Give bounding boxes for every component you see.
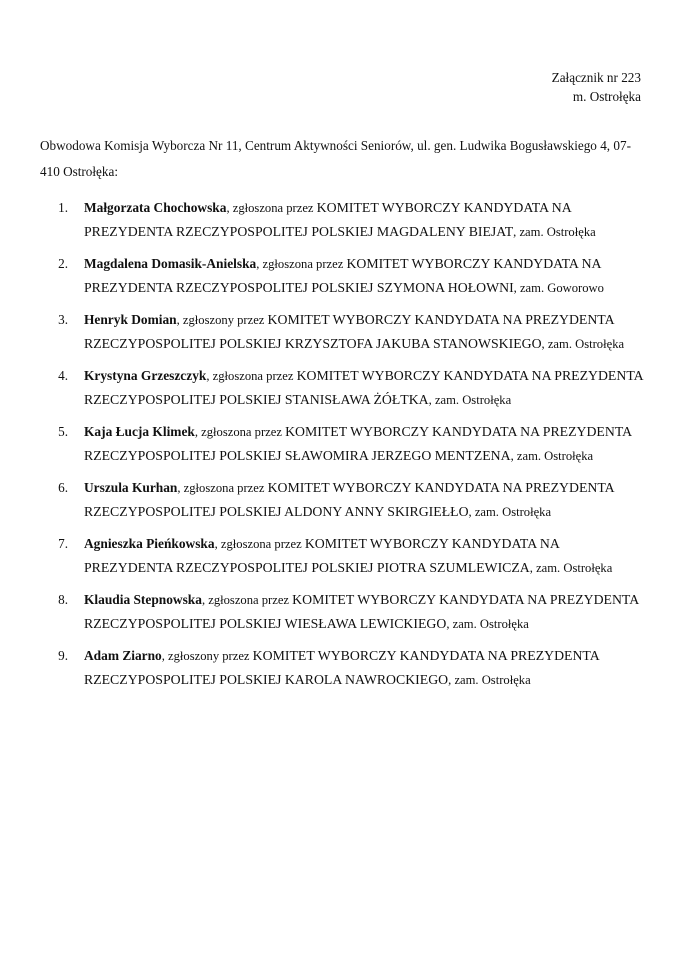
list-item xyxy=(40,196,646,244)
list-item-body xyxy=(84,588,646,636)
candidate-name: Magdalena Domasik-Anielska xyxy=(84,256,257,271)
candidate-name: Urszula Kurhan xyxy=(84,480,178,495)
list-item-body xyxy=(84,252,646,300)
annex-number: Załącznik nr 223 xyxy=(551,70,641,85)
list-item xyxy=(40,420,646,468)
candidate-residence: , zam. Ostrołęka xyxy=(529,561,613,575)
annex-municipality: m. Ostrołęka xyxy=(572,89,641,104)
candidate-name: Adam Ziarno xyxy=(84,648,162,663)
commission-intro-paragraph: Obwodowa Komisja Wyborcza Nr 11, Centrum Aktywności Seniorów, ul. gen. Ludwika Bogusławskiego 4, 07-410 Ostrołęka: xyxy=(40,138,631,180)
candidate-list xyxy=(40,196,646,700)
list-item-number: 8. xyxy=(58,592,68,607)
candidate-committee: KOMITET WYBORCZY KANDYDATA NA PREZYDENTA RZECZYPOSPOLITEJ POLSKIEJ WIESŁAWA LEWICKIEGO xyxy=(84,592,639,631)
list-item-number: 1. xyxy=(58,200,68,215)
candidate-residence: , zam. Goworowo xyxy=(513,281,604,295)
candidate-connector-text: , zgłoszony przez xyxy=(161,649,253,663)
candidate-connector-text: , zgłoszony przez xyxy=(176,313,268,327)
list-item xyxy=(40,364,646,412)
candidate-committee: KOMITET WYBORCZY KANDYDATA NA PREZYDENTA RZECZYPOSPOLITEJ POLSKIEJ KAROLA NAWROCKIEGO xyxy=(84,648,599,687)
candidate-name: Agnieszka Pieńkowska xyxy=(84,536,215,551)
list-item xyxy=(40,644,646,692)
candidate-residence: , zam. Ostrołęka xyxy=(468,505,552,519)
candidate-committee: KOMITET WYBORCZY KANDYDATA NA PREZYDENTA RZECZYPOSPOLITEJ POLSKIEJ PIOTRA SZUMLEWICZA xyxy=(84,536,560,575)
candidate-name: Małgorzata Chochowska xyxy=(84,200,227,215)
list-item-body xyxy=(84,476,646,524)
list-item xyxy=(40,252,646,300)
candidate-name: Krystyna Grzeszczyk xyxy=(84,368,207,383)
list-item-number: 9. xyxy=(58,648,68,663)
list-item-body xyxy=(84,364,646,412)
candidate-residence: , zam. Ostrołęka xyxy=(541,337,625,351)
list-item xyxy=(40,476,646,524)
candidate-committee: KOMITET WYBORCZY KANDYDATA NA PREZYDENTA RZECZYPOSPOLITEJ POLSKIEJ SZYMONA HOŁOWNI xyxy=(84,256,601,295)
list-item xyxy=(40,588,646,636)
candidate-connector-text: , zgłoszona przez xyxy=(194,425,286,439)
candidate-connector-text: , zgłoszona przez xyxy=(201,593,293,607)
candidate-residence: , zam. Ostrołęka xyxy=(428,393,512,407)
candidate-connector-text: , zgłoszona przez xyxy=(226,201,317,215)
candidate-connector-text: , zgłoszona przez xyxy=(256,257,347,271)
list-item-body xyxy=(84,420,646,468)
candidate-residence: , zam. Ostrołęka xyxy=(446,617,529,631)
list-item-body xyxy=(84,532,646,580)
list-item-body xyxy=(84,196,646,244)
candidate-connector-text: , zgłoszona przez xyxy=(206,369,297,383)
list-item xyxy=(40,308,646,356)
candidate-name: Henryk Domian xyxy=(84,312,177,327)
candidate-residence: , zam. Ostrołęka xyxy=(513,225,596,239)
list-item-body xyxy=(84,308,646,356)
candidate-residence: , zam. Ostrołęka xyxy=(510,449,594,463)
annex-header xyxy=(552,68,641,106)
candidate-committee: KOMITET WYBORCZY KANDYDATA NA PREZYDENTA RZECZYPOSPOLITEJ POLSKIEJ MAGDALENY BIEJAT xyxy=(84,200,571,239)
list-item-body xyxy=(84,644,646,692)
candidate-committee: KOMITET WYBORCZY KANDYDATA NA PREZYDENTA RZECZYPOSPOLITEJ POLSKIEJ STANISŁAWA ŻÓŁTKA xyxy=(84,368,643,407)
candidate-connector-text: , zgłoszona przez xyxy=(177,481,268,495)
list-item-number: 6. xyxy=(58,480,68,495)
candidate-name: Klaudia Stepnowska xyxy=(84,592,202,607)
candidate-committee: KOMITET WYBORCZY KANDYDATA NA PREZYDENTA RZECZYPOSPOLITEJ POLSKIEJ SŁAWOMIRA JERZEGO MENTZENA xyxy=(84,424,632,463)
candidate-connector-text: , zgłoszona przez xyxy=(214,537,305,551)
candidate-residence: , zam. Ostrołęka xyxy=(448,673,531,687)
list-item-number: 4. xyxy=(58,368,68,383)
list-item-number: 5. xyxy=(58,424,68,439)
list-item xyxy=(40,532,646,580)
list-item-number: 3. xyxy=(58,312,68,327)
list-item-number: 7. xyxy=(58,536,68,551)
candidate-name: Kaja Łucja Klimek xyxy=(84,424,195,439)
candidate-committee: KOMITET WYBORCZY KANDYDATA NA PREZYDENTA RZECZYPOSPOLITEJ POLSKIEJ ALDONY ANNY SKIRGIEŁŁO xyxy=(84,480,614,519)
candidate-committee: KOMITET WYBORCZY KANDYDATA NA PREZYDENTA RZECZYPOSPOLITEJ POLSKIEJ KRZYSZTOFA JAKUBA STANOWSKIEGO xyxy=(84,312,614,351)
list-item-number: 2. xyxy=(58,256,68,271)
